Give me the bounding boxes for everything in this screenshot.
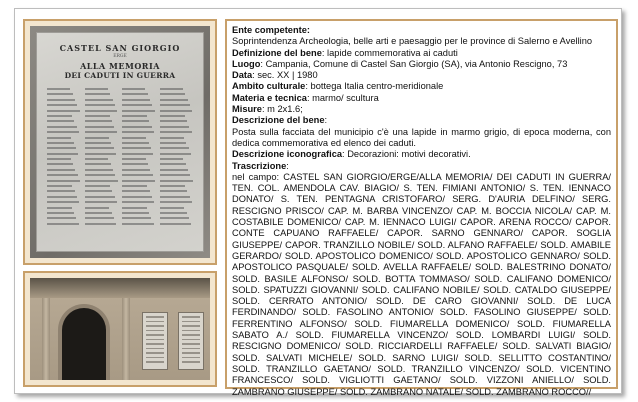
plaque-engraved-line [47, 142, 74, 144]
plaque-engraved-line [85, 212, 112, 214]
plaque-engraved-line [160, 196, 190, 198]
definition-value: : lapide commemorativa ai caduti [321, 47, 458, 58]
plaque-engraved-line [160, 142, 187, 144]
cultural-value: : bottega Italia centro-meridionale [305, 81, 444, 92]
plaque-engraved-line [122, 93, 148, 95]
plaque-engraved-line [85, 158, 109, 160]
plaque-engraved-line [85, 169, 113, 171]
place-value: : Campania, Comune di Castel San Giorgio (SA), via Antonio Rescigno, 73 [260, 58, 568, 69]
facade-plaque-line [146, 352, 164, 354]
competent-label: Ente competente: [232, 25, 311, 35]
plaque-engraved-line [122, 142, 149, 144]
facade-plaque-line [182, 330, 200, 332]
plaque-engraved-line [122, 88, 145, 90]
facade-plaque-line [182, 316, 200, 318]
facade-plaque [178, 312, 204, 370]
plaque-engraved-line [160, 153, 191, 155]
plaque-engraved-line [160, 212, 187, 214]
plaque-engraved-line [160, 93, 186, 95]
facade-plaque-line [182, 325, 200, 327]
plaque-engraved-line [122, 120, 149, 122]
plaque-engraved-line [85, 185, 110, 187]
plaque-engraved-line [85, 196, 115, 198]
plaque-engraved-line [47, 158, 71, 160]
facade-plaque-line [146, 316, 164, 318]
plaque-photo[interactable] [30, 26, 210, 258]
facade-plaque-line [182, 321, 200, 323]
competent-value: Soprintendenza Archeologia, belle arti e paesaggio per le province di Salerno e Avellino [232, 36, 593, 47]
description-value: Posta sulla facciata del municipio c'è una lapide in marmo grigio, di epoca moderna, con dedica commemorativa ed elenco dei caduti. [232, 126, 611, 148]
plaque-engraved-line [160, 99, 188, 101]
plaque-engraved-line [47, 174, 78, 176]
plaque-engraved-line [160, 104, 190, 106]
plaque-engraved-line [85, 180, 118, 182]
plaque-engraved-line [160, 120, 187, 122]
plaque-engraved-line [47, 99, 75, 101]
definition-label: Definizione del bene [232, 47, 322, 58]
plaque-engraved-line [160, 110, 193, 112]
plaque-engraved-line [122, 126, 152, 128]
plaque-engraved-line [85, 153, 116, 155]
iconographic-value: : Decorazioni: motivi decorativi. [342, 149, 471, 160]
plaque-names-column [85, 88, 119, 241]
plaque-engraved-line [122, 104, 152, 106]
plaque-engraved-line [85, 163, 111, 165]
plaque-engraved-line [85, 88, 108, 90]
date-label: Data [232, 70, 253, 81]
plaque-engraved-line [122, 153, 153, 155]
iconographic-label: Descrizione iconografica [232, 149, 343, 160]
facade-plaque-line [182, 361, 200, 363]
plaque-names-column [160, 88, 194, 241]
plaque-engraved-line [47, 201, 79, 203]
facade-column [122, 298, 130, 380]
plaque-engraved-line [122, 196, 152, 198]
facade-plaque-line [146, 343, 164, 345]
description-value-row [232, 127, 611, 150]
cultural-row [232, 81, 611, 92]
plaque-engraved-line [122, 174, 153, 176]
facade-photo-frame [23, 271, 217, 387]
facade-plaque-line [182, 357, 200, 359]
plaque-engraved-line [122, 110, 155, 112]
plaque-engraved-line [85, 147, 114, 149]
competent-row [232, 25, 611, 36]
plaque-engraved-line [85, 93, 111, 95]
plaque-engraved-line [160, 223, 192, 225]
plaque-heading-caduti: DEI CADUTI IN GUERRA [64, 71, 176, 80]
facade-plaque-line [146, 357, 164, 359]
plaque-engraved-line [122, 190, 150, 192]
plaque-engraved-line [160, 131, 192, 133]
plaque-engraved-line [47, 115, 72, 117]
plaque-engraved-line [47, 163, 73, 165]
plaque-engraved-line [85, 190, 113, 192]
plaque-engraved-line [47, 93, 73, 95]
transcription-label-row [232, 161, 611, 172]
entrance-arch [58, 304, 110, 380]
plaque-engraved-line [85, 120, 112, 122]
material-label: Materia e tecnica [232, 92, 307, 103]
facade-photo[interactable] [30, 278, 210, 380]
competent-value-row [232, 36, 611, 47]
plaque-engraved-line [122, 163, 148, 165]
plaque-photo-frame [23, 19, 217, 265]
plaque-engraved-line [47, 153, 78, 155]
record-text-panel [225, 19, 618, 397]
plaque-engraved-line [122, 212, 149, 214]
plaque-engraved-line [47, 147, 76, 149]
plaque-engraved-line [160, 174, 191, 176]
plaque-engraved-line [122, 223, 154, 225]
plaque-engraved-line [160, 185, 185, 187]
plaque-engraved-line [122, 201, 154, 203]
size-value: : m 2x1.6; [261, 104, 303, 115]
plaque-engraved-line [47, 137, 71, 139]
plaque-engraved-line [85, 201, 117, 203]
facade-plaque-line [146, 334, 164, 336]
plaque-engraved-line [47, 223, 79, 225]
plaque-engraved-line [85, 131, 117, 133]
plaque-engraved-line [160, 126, 190, 128]
transcription-value-row [232, 172, 611, 398]
plaque-engraved-line [160, 217, 189, 219]
plaque-names-column [47, 88, 81, 241]
plaque-engraved-line [160, 88, 183, 90]
plaque-engraved-line [122, 158, 146, 160]
description-label-row [232, 115, 611, 126]
plaque-engraved-line [85, 104, 115, 106]
plaque-engraved-line [85, 142, 112, 144]
plaque-engraved-line [47, 104, 77, 106]
plaque-engraved-line [160, 163, 186, 165]
plaque-engraved-line [122, 137, 146, 139]
place-row [232, 59, 611, 70]
facade-plaque-line [146, 361, 164, 363]
facade-plaque-line [146, 321, 164, 323]
plaque-engraved-line [47, 110, 80, 112]
plaque-engraved-line [122, 147, 151, 149]
size-label: Misure [232, 104, 262, 115]
plaque-engraved-line [160, 169, 188, 171]
plaque-engraved-line [47, 131, 79, 133]
facade-plaque-line [146, 348, 164, 350]
date-row [232, 70, 611, 81]
plaque-engraved-line [85, 99, 113, 101]
facade-plaque-line [182, 352, 200, 354]
plaque-engraved-line [47, 185, 72, 187]
plaque-engraved-line [47, 169, 75, 171]
facade-plaque-line [182, 343, 200, 345]
plaque-names-grid [47, 88, 193, 241]
plaque-names-column [122, 88, 156, 241]
plaque-heading-town: CASTEL SAN GIORGIO [59, 43, 181, 53]
plaque-engraved-line [85, 174, 116, 176]
plaque-engraved-line [122, 99, 150, 101]
plaque-engraved-line [47, 207, 72, 209]
description-colon: : [324, 115, 328, 126]
facade-plaque-line [146, 330, 164, 332]
facade-plaque-line [182, 348, 200, 350]
plaque-engraved-line [160, 147, 189, 149]
facade-plaque-line [146, 339, 164, 341]
portico-shadow [30, 278, 210, 298]
plaque-engraved-line [160, 190, 188, 192]
date-value: : sec. XX | 1980 [252, 70, 318, 81]
plaque-engraved-line [85, 126, 115, 128]
plaque-engraved-line [160, 137, 184, 139]
plaque-engraved-line [85, 137, 109, 139]
plaque-engraved-line [122, 180, 155, 182]
plaque-engraved-line [160, 115, 185, 117]
plaque-engraved-line [85, 115, 110, 117]
plaque-engraved-line [47, 212, 74, 214]
plaque-engraved-line [47, 217, 76, 219]
facade-plaque-line [182, 334, 200, 336]
facade-plaque-line [146, 325, 164, 327]
plaque-engraved-line [122, 115, 147, 117]
plaque-engraved-line [160, 158, 184, 160]
plaque-engraved-line [122, 185, 147, 187]
iconographic-row [232, 149, 611, 160]
size-row [232, 104, 611, 115]
transcription-value: nel campo: CASTEL SAN GIORGIO/ERGE/ALLA MEMORIA/ DEI CADUTI IN GUERRA/ TEN. COL. AMENDOLA CAV. BIAGIO/ S. TEN. FIMIANI ANTONIO/ S. TEN. IENNACO DONATO/ S. TEN. PENTAGNA CRISTOFARO/ SERG. D'AURIA DELFINO/ SERG. RESCIGNO PRISCO/ CAP. M. BARBA VINCENZO/ CAP. M. BOCCIA NICOLA/ CAP. M. COSTABILE DOMENICO/ CAP. M. IENNACO LUIGI/ CAPOR. ARENA ROCCO/ CAPOR. CONTE CAPUANO RAFFAELE/ CAPOR. SARNO GENNARO/ CAPOR. SOGLIA GIUSEPPE/ CAPOR. TRANZILLO NOBILE/ SOLD. ALFANO RAFFAELE/ SOLD. AMABILE GERARDO/ SOLD. APOSTOLICO DOMENICO/ SOLD. APOSTOLICO GENNARO/ SOLD. APOSTOLICO PASQUALE/ SOLD. AVELLA RAFFAELE/ SOLD. BALESTRINO DONATO/ SOLD. BASILE ALFONSO/ SOLD. BOTTA TOMMASO/ SOLD. CALIFANO DOMENICO/ SOLD. SPATUZZI GIOVANNI/ SOLD. CALIFANO NOBILE/ SOLD. CATALDO GIUSEPPE/ SOLD. CERRATO ANTONIO/ SOLD. DE CARO GIOVANNI/ SOLD. DE LUCA FERDINANDO/ SOLD. FASOLINO ANTONIO/ SOLD. FASOLINO GIUSEPPE/ SOLD. FERRENTINO ALFONSO/ SOLD. FIUMARELLA DOMENICO/ SOLD. FIUMARELLA SABATO A./ SOLD. FIUMARELLA VINCENZO/ SOLD. LOMBARDI LUIGI/ SOLD. RESCIGNO DOMENICO/ SOLD. RICCIARDELLI RAFFAELE/ SOLD. SALVATI BIAGIO/ SOLD. SALVATI MICHELE/ SOLD. SARNO LUIGI/ SOLD. SELLITTO COSTANTINO/ SOLD. TRANZILLO GAETANO/ SOLD. TRANZILLO VINCENZO/ SOLD. VICENTINO FRANCESCO/ SOLD. VIGLIOTTI GAETANO/ SOLD. VIZZONI ANIELLO/ SOLD. ZAMBRANO GIUSEPPE/ SOLD. ZAMBRANO NATALE/ SOLD. ZAMBRANO ROCCO// [232, 171, 611, 397]
place-label: Luogo [232, 58, 261, 69]
plaque-engraved-line [160, 207, 185, 209]
definition-row [232, 48, 611, 59]
plaque-engraved-line [160, 201, 192, 203]
plaque-engraved-line [47, 126, 77, 128]
plaque-engraved-line [47, 120, 74, 122]
cultural-label: Ambito culturale [232, 81, 306, 92]
plaque-engraved-line [122, 207, 147, 209]
plaque-engraved-line [47, 88, 70, 90]
plaque-engraved-line [47, 190, 75, 192]
description-label: Descrizione del bene [232, 115, 325, 126]
facade-plaque-line [182, 339, 200, 341]
plaque-engraved-line [85, 207, 110, 209]
plaque-engraved-line [47, 196, 77, 198]
plaque-heading-erge: ERGE [113, 54, 127, 59]
material-row [232, 93, 611, 104]
facade-column [42, 298, 50, 380]
plaque-engraved-line [160, 180, 193, 182]
plaque-engraved-line [122, 169, 150, 171]
transcription-label: Trascrizione [232, 160, 287, 171]
plaque-engraved-line [85, 110, 118, 112]
plaque-heading-memoria: ALLA MEMORIA [80, 61, 160, 71]
plaque-engraved-line [122, 217, 151, 219]
facade-plaque [142, 312, 168, 370]
plaque-engraved-line [122, 131, 154, 133]
marble-plaque [36, 32, 204, 252]
plaque-engraved-line [47, 180, 80, 182]
record-card [14, 8, 622, 397]
plaque-engraved-line [85, 217, 114, 219]
material-value: : marmo/ scultura [306, 92, 379, 103]
transcription-colon: : [286, 160, 289, 171]
plaque-engraved-line [85, 223, 117, 225]
